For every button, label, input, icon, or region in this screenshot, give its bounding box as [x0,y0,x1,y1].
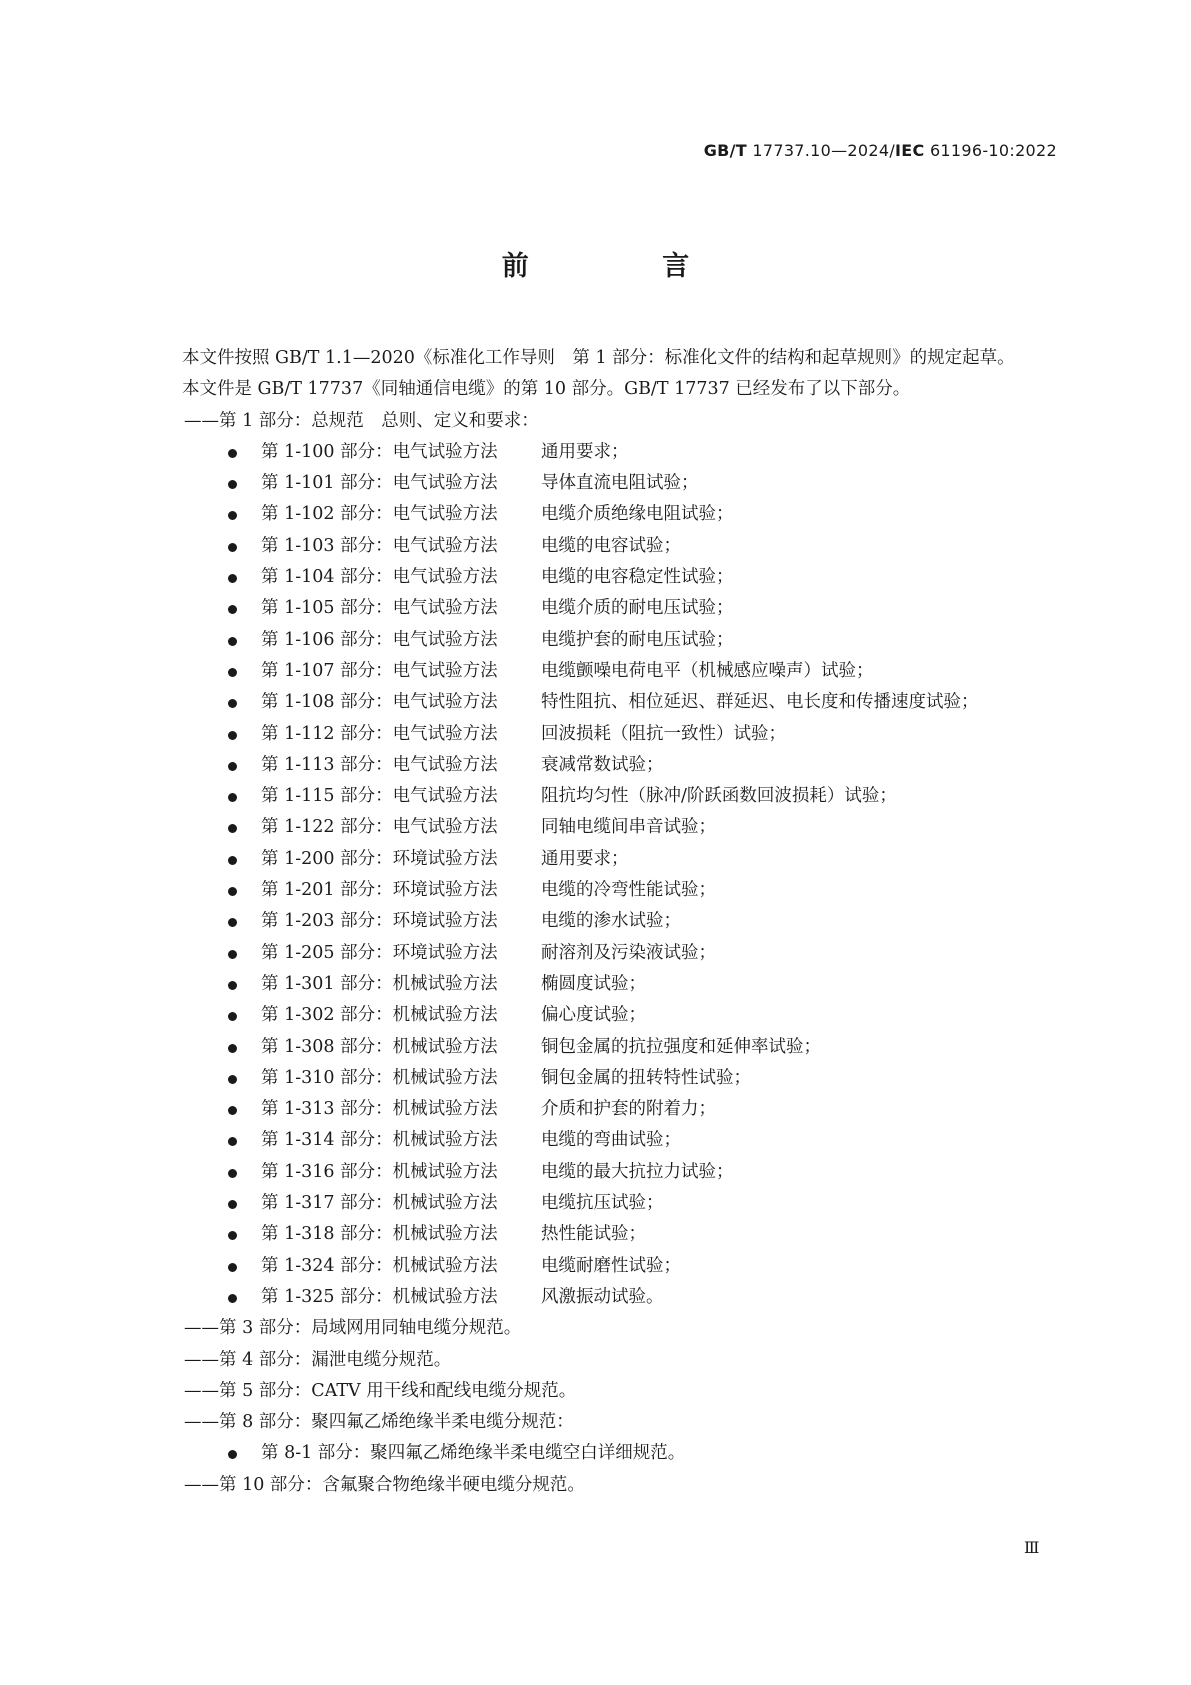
list-item [146,562,1060,593]
part-number: 第 1-112 部分：电气试验方法 [261,723,498,744]
list-item [146,468,1060,499]
part-number: 第 1-302 部分：机械试验方法 [261,1005,498,1026]
list-item [146,1438,1060,1469]
bullet-icon [228,1450,237,1459]
part-description: 电缆的电容稳定性试验； [541,567,734,588]
part-description: 电缆的冷弯性能试验； [541,880,716,901]
bullet-icon [228,1294,237,1303]
bullet-icon [228,793,237,802]
part-description: 通用要求； [541,441,629,462]
part-number: 第 1-314 部分：机械试验方法 [261,1130,498,1151]
list-item [146,1157,1060,1188]
bullet-icon [228,887,237,896]
bullet-icon [228,981,237,990]
part-number: 第 1-113 部分：电气试验方法 [261,754,498,775]
intro-paragraph-2: 本文件是 GB/T 17737《同轴通信电缆》的第 10 部分。GB/T 17737 已经发布了以下部分。 [182,379,911,400]
bullet-icon [228,1263,237,1272]
list-item [146,687,1060,718]
part-description: 电缆颤噪电荷电平（机械感应噪声）试验； [541,660,874,681]
bullet-icon [228,574,237,583]
part-description: 风激振动试验。 [541,1286,664,1307]
list-item [146,969,1060,1000]
bullet-icon [228,950,237,959]
part-description: 回波损耗（阻抗一致性）试验； [541,723,786,744]
part-3-item: ——第 3 部分：局域网用同轴电缆分规范。 [184,1318,522,1339]
bullet-icon [228,699,237,708]
part-5-item: ——第 5 部分：CATV 用干线和配线电缆分规范。 [184,1380,577,1401]
part-number: 第 1-205 部分：环境试验方法 [261,942,498,963]
bullet-icon [228,1169,237,1178]
list-item [146,1219,1060,1250]
page-title: 前 言 [501,251,752,282]
part-8-sublist [146,1438,1060,1469]
list-item [146,1282,1060,1313]
list-item [146,750,1060,781]
bullet-icon [228,918,237,927]
part-description: 阻抗均匀性（脉冲/阶跃函数回波损耗）试验； [541,786,897,807]
part-description: 电缆护套的耐电压试验； [541,629,734,650]
list-item [146,844,1060,875]
list-item [146,1188,1060,1219]
bullet-icon [228,449,237,458]
part-number: 第 1-107 部分：电气试验方法 [261,660,498,681]
intro-paragraph-1: 本文件按照 GB/T 1.1—2020《标准化工作导则 第 1 部分：标准化文件的结构和起草规则》的规定起草。 [182,348,1015,368]
part-description: 同轴电缆间串音试验； [541,817,716,838]
part-description: 热性能试验； [541,1224,646,1245]
bullet-icon [228,856,237,865]
bullet-icon [228,480,237,489]
bullet-icon [228,824,237,833]
list-item [146,656,1060,687]
part-number: 第 1-102 部分：电气试验方法 [261,504,498,525]
bullet-icon [228,1075,237,1084]
part-number: 第 1-101 部分：电气试验方法 [261,473,498,494]
part-description: 电缆耐磨性试验； [541,1255,681,1276]
part-description: 衰减常数试验； [541,754,664,775]
part-description: 特性阻抗、相位延迟、群延迟、电长度和传播速度试验； [541,692,979,713]
list-item [146,812,1060,843]
part-number: 第 1-100 部分：电气试验方法 [261,441,498,462]
list-item [146,1251,1060,1282]
list-item [146,531,1060,562]
part-description: 电缆的电容试验； [541,535,681,556]
bullet-icon [228,731,237,740]
part-number: 第 1-115 部分：电气试验方法 [261,786,498,807]
bullet-icon [228,1200,237,1209]
part-4-item: ——第 4 部分：漏泄电缆分规范。 [184,1349,452,1370]
part-number: 第 1-324 部分：机械试验方法 [261,1255,498,1276]
part-description: 铜包金属的扭转特性试验； [541,1067,751,1088]
part-description: 铜包金属的抗拉强度和延伸率试验； [541,1036,821,1057]
bullet-icon [228,1044,237,1053]
list-item [146,906,1060,937]
part-number: 第 1-105 部分：电气试验方法 [261,598,498,619]
list-item [146,1032,1060,1063]
part-number: 第 1-310 部分：机械试验方法 [261,1067,498,1088]
bullet-icon [228,1106,237,1115]
bullet-icon [228,1137,237,1146]
foreword-body [146,343,1060,1501]
list-item [146,1094,1060,1125]
part-description: 耐溶剂及污染液试验； [541,942,716,963]
part-description: 电缆介质绝缘电阻试验； [541,504,734,525]
part-number: 第 1-316 部分：机械试验方法 [261,1161,498,1182]
part-1-heading: ——第 1 部分：总规范 总则、定义和要求： [184,410,539,431]
bullet-icon [228,668,237,677]
part-description: 介质和护套的附着力； [541,1099,716,1120]
bullet-icon [228,511,237,520]
list-item [146,625,1060,656]
list-item [146,1063,1060,1094]
list-item [146,781,1060,812]
part-number: 第 1-201 部分：环境试验方法 [261,880,498,901]
part-description: 电缆的渗水试验； [541,911,681,932]
part-number: 第 1-308 部分：机械试验方法 [261,1036,498,1057]
part-number: 第 1-106 部分：电气试验方法 [261,629,498,650]
part-number: 第 1-103 部分：电气试验方法 [261,535,498,556]
list-item [146,499,1060,530]
list-item [146,437,1060,468]
part-description: 电缆介质的耐电压试验； [541,598,734,619]
part-description: 电缆抗压试验； [541,1193,664,1214]
list-item [146,938,1060,969]
bullet-icon [228,605,237,614]
bullet-icon [228,762,237,771]
list-item [146,1000,1060,1031]
part-number: 第 1-122 部分：电气试验方法 [261,817,498,838]
page-number: Ⅲ [1024,1538,1040,1557]
part-description: 椭圆度试验； [541,973,646,994]
list-item [146,719,1060,750]
part-description: 导体直流电阻试验； [541,473,699,494]
bullet-icon [228,543,237,552]
bullet-icon [228,637,237,646]
part-number: 第 1-318 部分：机械试验方法 [261,1224,498,1245]
part-number: 第 1-325 部分：机械试验方法 [261,1286,498,1307]
part-number: 第 1-203 部分：环境试验方法 [261,911,498,932]
list-item [146,1125,1060,1156]
part-number: 第 1-317 部分：机械试验方法 [261,1193,498,1214]
bullet-icon [228,1231,237,1240]
list-item [146,593,1060,624]
list-item [146,875,1060,906]
standard-number: GB/T 17737.10—2024/IEC 61196-10:2022 [703,141,1057,160]
part-1-sublist [146,437,1060,1313]
part-description: 电缆的弯曲试验； [541,1130,681,1151]
part-number: 第 1-313 部分：机械试验方法 [261,1099,498,1120]
part-number: 第 1-108 部分：电气试验方法 [261,692,498,713]
part-description: 第 8-1 部分：聚四氟乙烯绝缘半柔电缆空白详细规范。 [261,1443,686,1464]
part-8-heading: ——第 8 部分：聚四氟乙烯绝缘半柔电缆分规范： [184,1412,574,1433]
part-10-item: ——第 10 部分：含氟聚合物绝缘半硬电缆分规范。 [184,1474,585,1495]
part-description: 电缆的最大抗拉力试验； [541,1161,734,1182]
part-description: 偏心度试验； [541,1005,646,1026]
part-number: 第 1-200 部分：环境试验方法 [261,848,498,869]
bullet-icon [228,1012,237,1021]
part-number: 第 1-104 部分：电气试验方法 [261,567,498,588]
part-description: 通用要求； [541,848,629,869]
part-number: 第 1-301 部分：机械试验方法 [261,973,498,994]
